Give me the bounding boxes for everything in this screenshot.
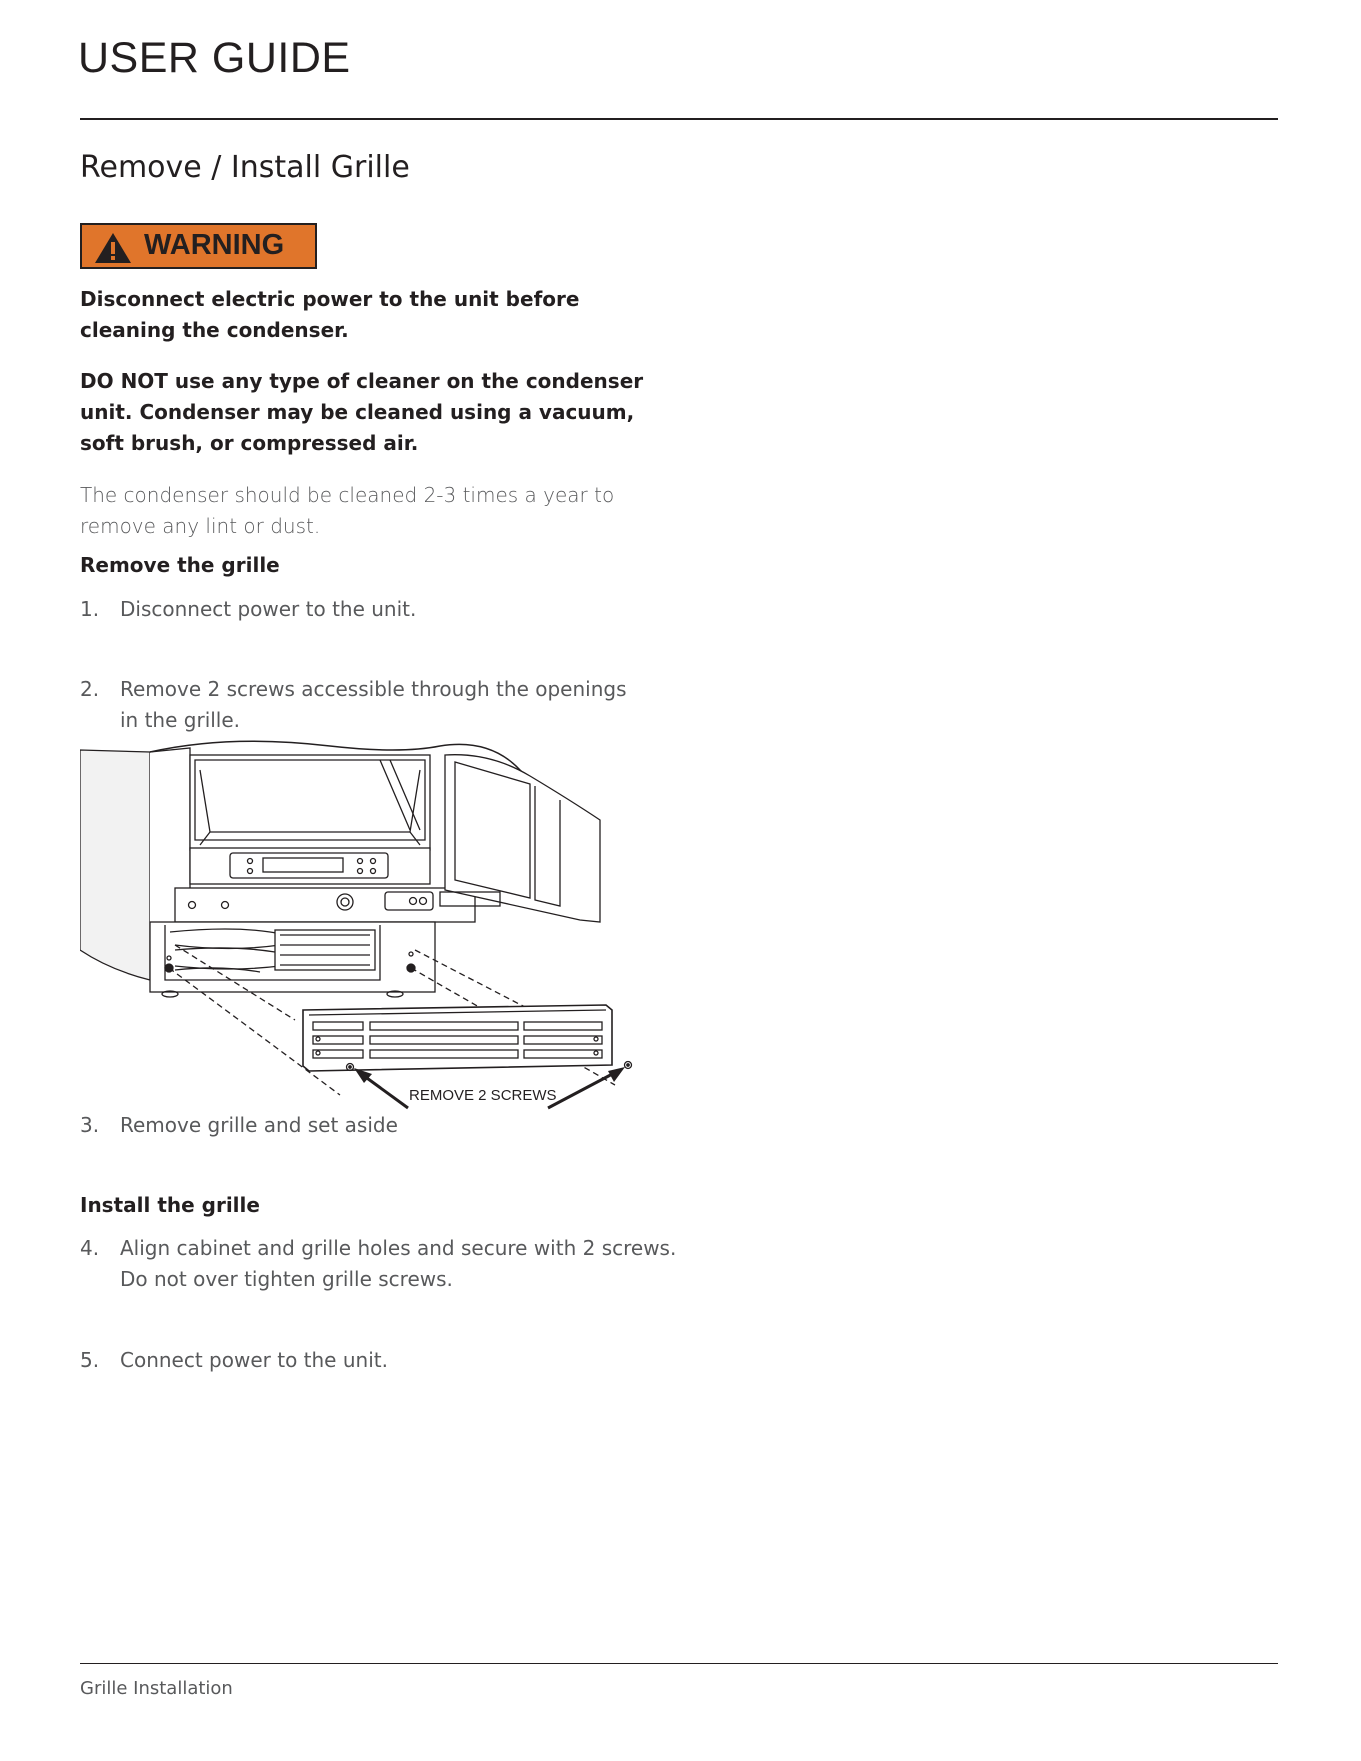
warning-label: WARNING: [144, 229, 285, 261]
header-divider: [80, 118, 1278, 120]
footer-divider: [80, 1663, 1278, 1664]
step-number: 4.: [80, 1236, 100, 1260]
step-number: 3.: [80, 1113, 100, 1137]
step-text: Disconnect power to the unit.: [120, 597, 417, 621]
step-number: 1.: [80, 597, 100, 621]
step-text: Connect power to the unit.: [120, 1348, 388, 1372]
notice-no-cleaner: DO NOT use any type of cleaner on the condenser unit. Condenser may be cleaned using a vacuum, soft brush, or compressed air.: [80, 369, 644, 455]
notice-disconnect-power: Disconnect electric power to the unit before cleaning the condenser.: [80, 287, 580, 342]
step-number: 5.: [80, 1348, 100, 1372]
footer-text: Grille Installation: [80, 1678, 233, 1699]
figure-callout: REMOVE 2 SCREWS: [409, 1087, 557, 1104]
warning-triangle-icon: [94, 232, 132, 264]
install-grille-heading: Install the grille: [80, 1193, 260, 1217]
remove-grille-heading: Remove the grille: [80, 553, 280, 577]
step-number: 2.: [80, 677, 100, 701]
grille-removal-diagram: [80, 740, 640, 1110]
intro-paragraph: The condenser should be cleaned 2-3 times a year to remove any lint or dust.: [80, 483, 615, 538]
step-text: Align cabinet and grille holes and secure with 2 screws. Do not over tighten grille screws.: [120, 1236, 677, 1291]
step-text: Remove 2 screws accessible through the openings in the grille.: [120, 677, 627, 732]
step-text: Remove grille and set aside: [120, 1113, 398, 1137]
document-title: USER GUIDE: [78, 34, 351, 82]
warning-banner: [80, 223, 317, 269]
section-title: Remove / Install Grille: [80, 150, 410, 185]
